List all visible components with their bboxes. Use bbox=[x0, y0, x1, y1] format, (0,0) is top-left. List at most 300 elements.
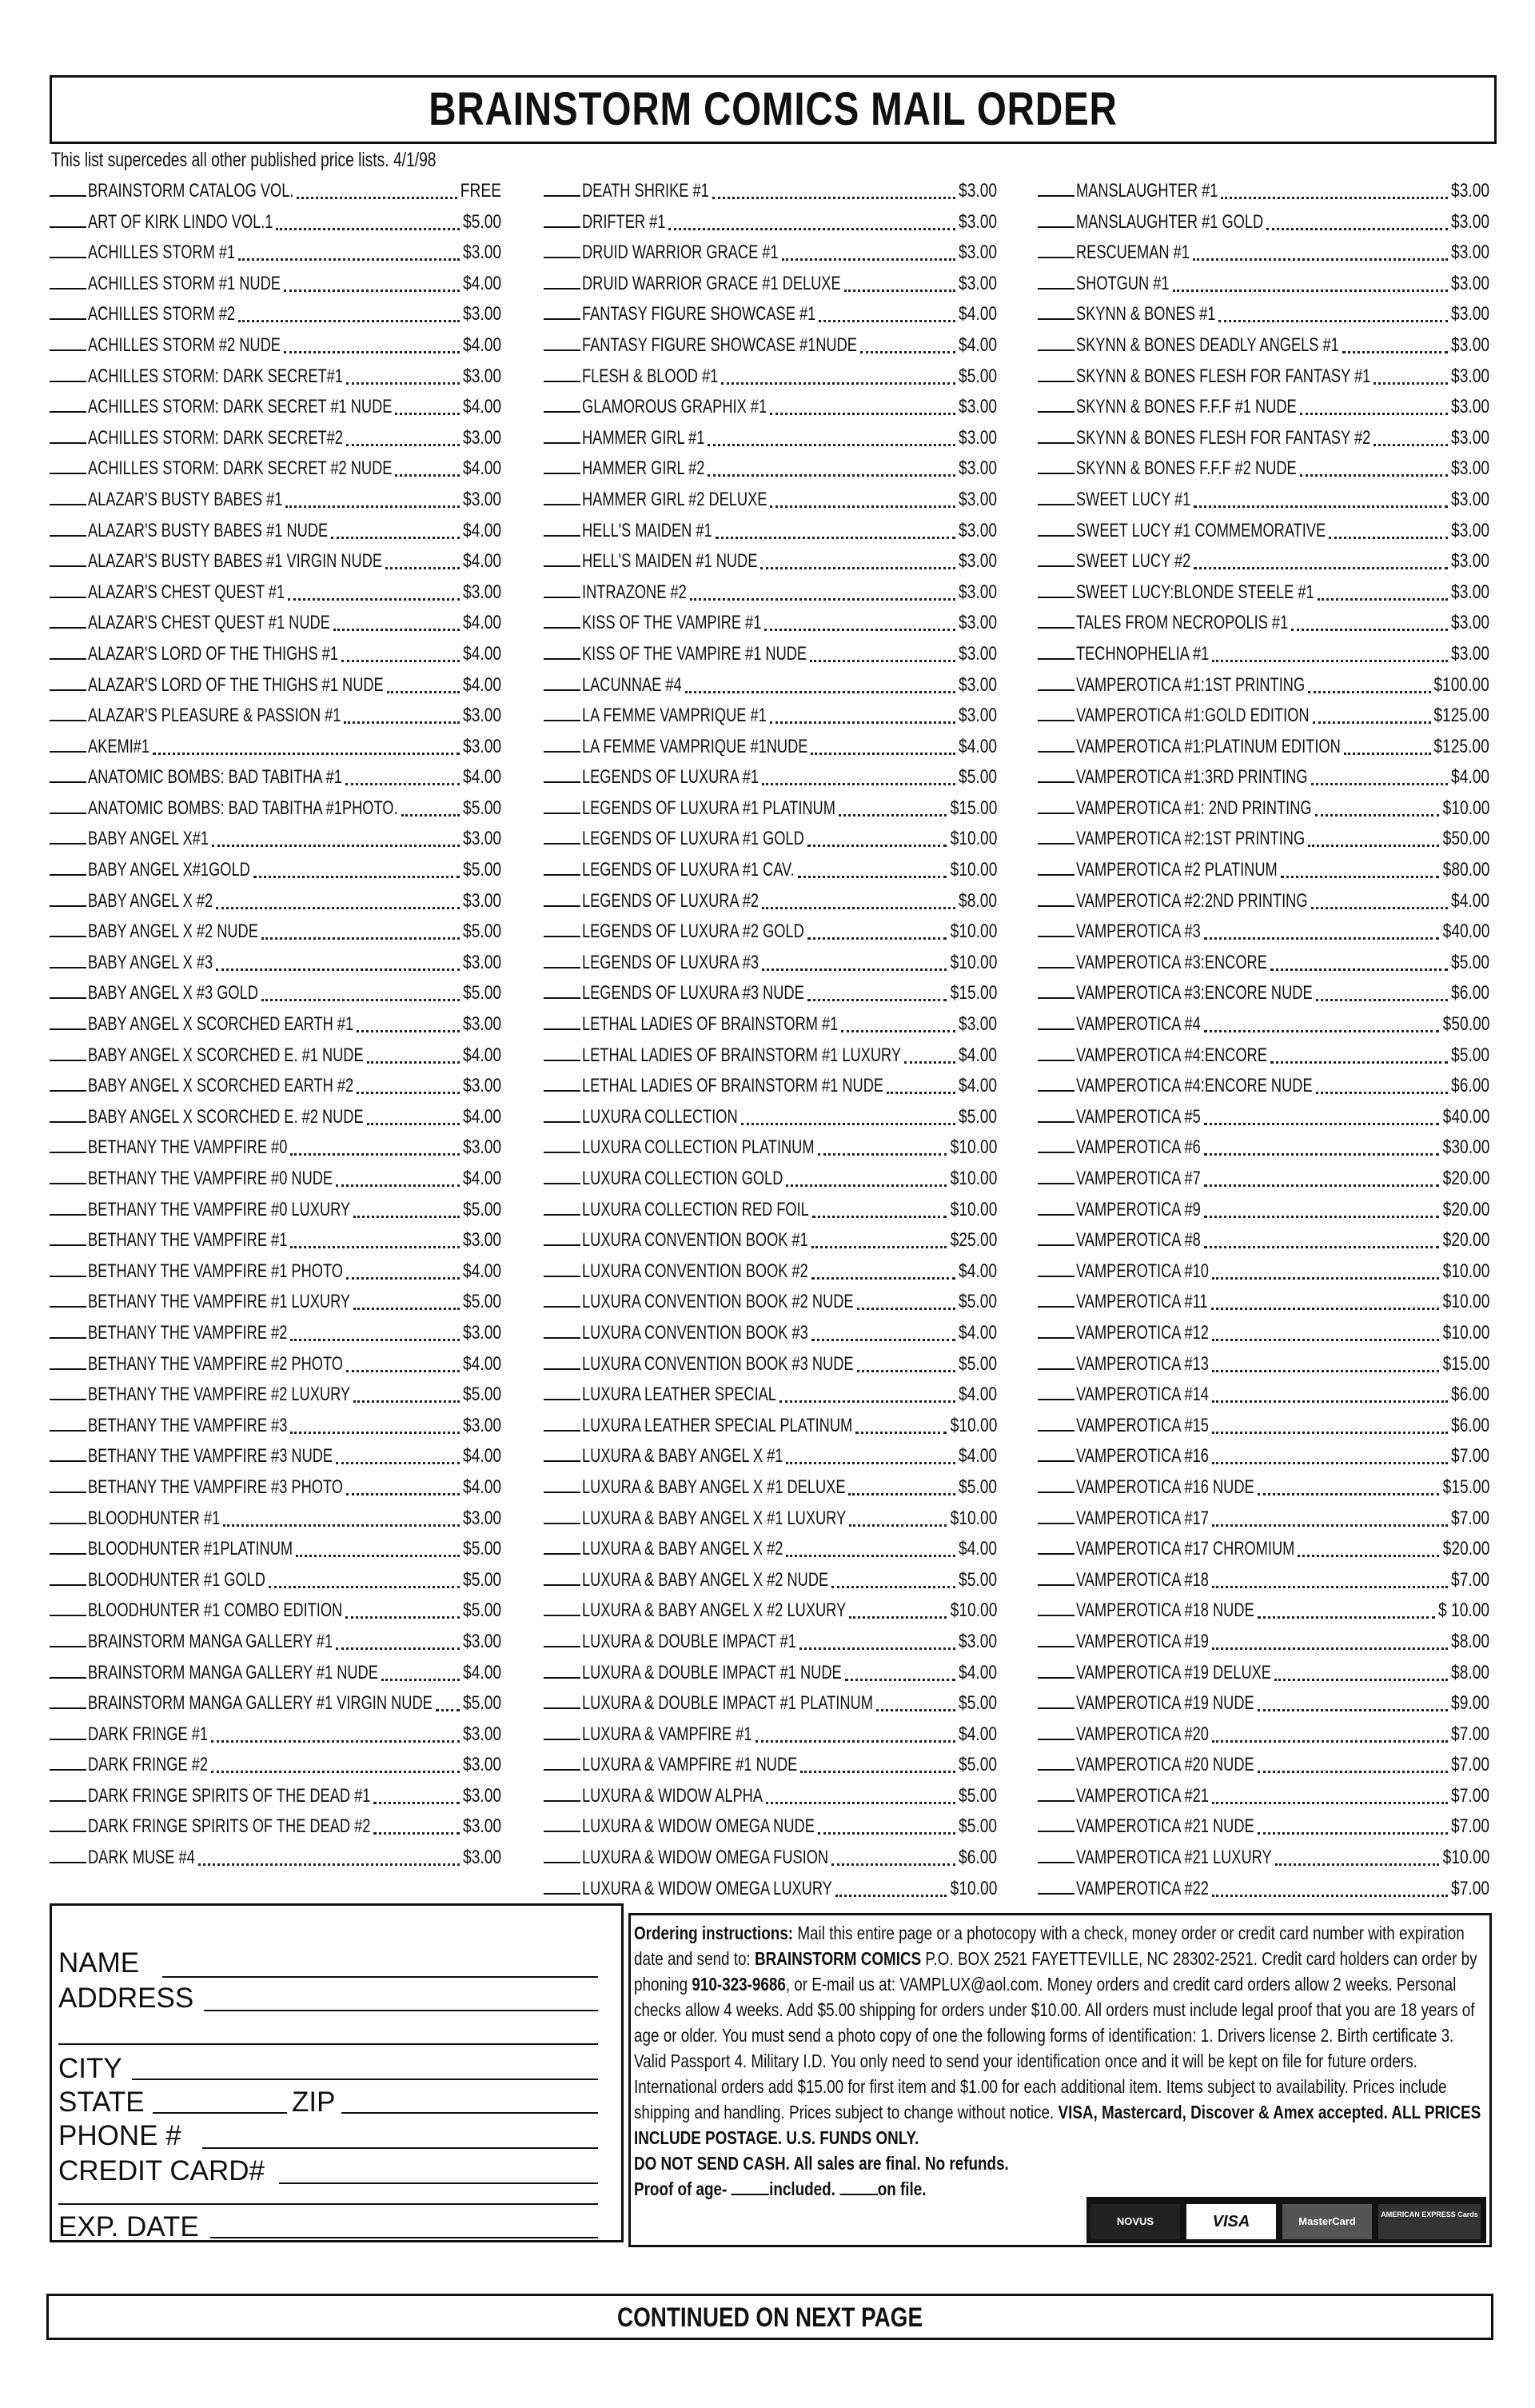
quantity-blank[interactable] bbox=[1038, 1399, 1074, 1400]
quantity-blank[interactable] bbox=[50, 226, 86, 228]
quantity-blank[interactable] bbox=[1038, 1492, 1074, 1493]
city-label: CITY bbox=[58, 2053, 122, 2084]
quantity-blank[interactable] bbox=[544, 874, 580, 876]
leader-dots bbox=[1274, 1679, 1448, 1681]
quantity-blank[interactable] bbox=[50, 1276, 86, 1277]
quantity-blank[interactable] bbox=[1038, 658, 1074, 660]
quantity-blank[interactable] bbox=[544, 689, 580, 691]
catalog-item bbox=[1038, 793, 1489, 825]
item-title: ACHILLES STORM: DARK SECRET#2 bbox=[88, 426, 343, 449]
quantity-blank[interactable] bbox=[544, 504, 580, 505]
leader-dots bbox=[857, 1308, 955, 1310]
item-title: DRUID WARRIOR GRACE #1 DELUXE bbox=[582, 272, 841, 294]
quantity-blank[interactable] bbox=[544, 843, 580, 845]
quantity-blank[interactable] bbox=[50, 658, 86, 660]
item-title: VAMPEROTICA #21 bbox=[1076, 1784, 1209, 1807]
catalog-item bbox=[544, 1132, 997, 1164]
quantity-blank[interactable] bbox=[1038, 1584, 1074, 1586]
leader-dots bbox=[1258, 1832, 1448, 1835]
item-title: VAMPEROTICA #2 PLATINUM bbox=[1076, 859, 1278, 881]
leader-dots bbox=[1270, 1061, 1448, 1064]
quantity-blank[interactable] bbox=[1038, 504, 1074, 505]
item-title: LUXURA & DOUBLE IMPACT #1 NUDE bbox=[582, 1661, 842, 1683]
quantity-blank[interactable] bbox=[1038, 535, 1074, 537]
quantity-blank[interactable] bbox=[544, 1337, 580, 1339]
quantity-blank[interactable] bbox=[50, 997, 86, 999]
quantity-blank[interactable] bbox=[50, 689, 86, 691]
leader-dots bbox=[1298, 1555, 1439, 1557]
quantity-blank[interactable] bbox=[50, 905, 86, 907]
item-title: VAMPEROTICA #21 NUDE bbox=[1076, 1815, 1254, 1838]
catalog-item bbox=[50, 299, 501, 330]
catalog-item bbox=[544, 1256, 997, 1288]
quantity-blank[interactable] bbox=[544, 1769, 580, 1771]
item-title: LACUNNAE #4 bbox=[582, 673, 682, 696]
quantity-blank[interactable] bbox=[1038, 843, 1074, 845]
quantity-blank[interactable] bbox=[50, 381, 86, 382]
catalog-item bbox=[50, 269, 501, 300]
item-price: $3.00 bbox=[1450, 272, 1489, 294]
leader-dots bbox=[887, 1092, 955, 1094]
quantity-blank[interactable] bbox=[50, 1553, 86, 1555]
leader-dots bbox=[786, 1462, 955, 1464]
quantity-blank[interactable] bbox=[544, 1553, 580, 1555]
catalog-item bbox=[50, 1781, 501, 1812]
quantity-blank[interactable] bbox=[1038, 751, 1074, 753]
quantity-blank[interactable] bbox=[1038, 997, 1074, 999]
quantity-blank[interactable] bbox=[1038, 565, 1074, 567]
item-title: BETHANY THE VAMPFIRE #0 NUDE bbox=[88, 1168, 333, 1189]
quantity-blank[interactable] bbox=[544, 1430, 580, 1432]
quantity-blank[interactable] bbox=[544, 1523, 580, 1524]
quantity-blank[interactable] bbox=[544, 226, 580, 228]
item-title: ACHILLES STORM #1 NUDE bbox=[88, 272, 281, 294]
catalog-item bbox=[50, 701, 501, 732]
quantity-blank[interactable] bbox=[50, 1183, 86, 1184]
item-title: VAMPEROTICA #12 bbox=[1076, 1321, 1209, 1344]
catalog-item bbox=[1038, 978, 1489, 1009]
catalog-item bbox=[544, 330, 997, 361]
leader-dots bbox=[770, 505, 955, 508]
quantity-blank[interactable] bbox=[50, 1337, 86, 1339]
quantity-blank[interactable] bbox=[50, 967, 86, 968]
quantity-blank[interactable] bbox=[1038, 781, 1074, 783]
quantity-blank[interactable] bbox=[50, 1584, 86, 1586]
quantity-blank[interactable] bbox=[50, 535, 86, 537]
quantity-blank[interactable] bbox=[544, 1306, 580, 1308]
quantity-blank[interactable] bbox=[544, 1831, 580, 1832]
item-price: $4.00 bbox=[958, 333, 997, 356]
quantity-blank[interactable] bbox=[544, 1800, 580, 1802]
catalog-item bbox=[544, 1349, 997, 1380]
proof-included-blank[interactable] bbox=[732, 2194, 770, 2195]
catalog-item bbox=[50, 1318, 501, 1349]
quantity-blank[interactable] bbox=[1038, 1060, 1074, 1061]
quantity-blank[interactable] bbox=[544, 1677, 580, 1679]
quantity-blank[interactable] bbox=[1038, 1152, 1074, 1153]
leader-dots bbox=[770, 413, 955, 415]
quantity-blank[interactable] bbox=[1038, 1893, 1074, 1895]
quantity-blank[interactable] bbox=[1038, 874, 1074, 876]
leader-dots bbox=[357, 1092, 460, 1094]
quantity-blank[interactable] bbox=[544, 1862, 580, 1863]
quantity-blank[interactable] bbox=[544, 1028, 580, 1030]
item-price: $4.00 bbox=[462, 519, 501, 541]
quantity-blank[interactable] bbox=[50, 1862, 86, 1863]
quantity-blank[interactable] bbox=[50, 411, 86, 413]
quantity-blank[interactable] bbox=[1038, 349, 1074, 351]
quantity-blank[interactable] bbox=[50, 1492, 86, 1493]
quantity-blank[interactable] bbox=[544, 257, 580, 258]
leader-dots bbox=[290, 1339, 460, 1341]
quantity-blank[interactable] bbox=[50, 874, 86, 876]
item-price: $7.00 bbox=[1450, 1754, 1489, 1776]
item-title: DARK MUSE #4 bbox=[88, 1847, 195, 1869]
quantity-blank[interactable] bbox=[544, 1121, 580, 1123]
item-title: LUXURA COLLECTION GOLD bbox=[582, 1168, 783, 1189]
quantity-blank[interactable] bbox=[1038, 226, 1074, 228]
quantity-blank[interactable] bbox=[1038, 1028, 1074, 1030]
quantity-blank[interactable] bbox=[544, 1152, 580, 1153]
quantity-blank[interactable] bbox=[544, 997, 580, 999]
quantity-blank[interactable] bbox=[544, 781, 580, 783]
quantity-blank[interactable] bbox=[1038, 1214, 1074, 1216]
item-price: $4.00 bbox=[462, 612, 501, 634]
leader-dots bbox=[211, 1740, 460, 1743]
quantity-blank[interactable] bbox=[1038, 1121, 1074, 1123]
leader-dots bbox=[876, 1709, 955, 1711]
item-price: $3.00 bbox=[462, 1507, 501, 1529]
quantity-blank[interactable] bbox=[544, 1492, 580, 1493]
quantity-blank[interactable] bbox=[1038, 1244, 1074, 1246]
catalog-item bbox=[544, 639, 997, 670]
quantity-blank[interactable] bbox=[544, 1368, 580, 1370]
quantity-blank[interactable] bbox=[50, 1244, 86, 1246]
quantity-blank[interactable] bbox=[1038, 1800, 1074, 1802]
item-title: LUXURA & BABY ANGEL X #1 LUXURY bbox=[582, 1507, 847, 1529]
quantity-blank[interactable] bbox=[544, 720, 580, 721]
catalog-item bbox=[544, 1472, 997, 1504]
quantity-blank[interactable] bbox=[544, 565, 580, 567]
leader-dots bbox=[1212, 1277, 1439, 1280]
leader-dots bbox=[1221, 197, 1448, 199]
item-title: SHOTGUN #1 bbox=[1076, 272, 1170, 294]
catalog-item bbox=[50, 485, 501, 516]
quantity-blank[interactable] bbox=[1038, 1183, 1074, 1184]
quantity-blank[interactable] bbox=[1038, 195, 1074, 197]
quantity-blank[interactable] bbox=[1038, 288, 1074, 290]
item-price: $3.00 bbox=[958, 210, 997, 233]
quantity-blank[interactable] bbox=[1038, 318, 1074, 320]
quantity-blank[interactable] bbox=[544, 1276, 580, 1277]
leader-dots bbox=[212, 845, 460, 847]
item-title: BETHANY THE VAMPFIRE #2 PHOTO bbox=[88, 1352, 343, 1375]
item-title: LEGENDS OF LUXURA #3 bbox=[582, 951, 759, 973]
item-title: LEGENDS OF LUXURA #1 GOLD bbox=[582, 828, 804, 850]
quantity-blank[interactable] bbox=[544, 1584, 580, 1586]
item-title: LUXURA & BABY ANGEL X #2 bbox=[582, 1538, 783, 1560]
quantity-blank[interactable] bbox=[1038, 1090, 1074, 1092]
quantity-blank[interactable] bbox=[50, 349, 86, 351]
quantity-blank[interactable] bbox=[50, 1800, 86, 1802]
quantity-blank[interactable] bbox=[544, 1090, 580, 1092]
catalog-item bbox=[544, 1009, 997, 1040]
quantity-blank[interactable] bbox=[1038, 1553, 1074, 1555]
item-title: VAMPEROTICA #9 bbox=[1076, 1198, 1201, 1220]
credit-card-field[interactable] bbox=[279, 2182, 598, 2184]
phone-field[interactable] bbox=[202, 2147, 598, 2149]
quantity-blank[interactable] bbox=[1038, 411, 1074, 413]
quantity-blank[interactable] bbox=[1038, 1276, 1074, 1277]
leader-dots bbox=[1329, 537, 1448, 539]
item-price: $125.00 bbox=[1433, 705, 1489, 727]
item-price: $3.00 bbox=[958, 642, 997, 665]
quantity-blank[interactable] bbox=[50, 1739, 86, 1740]
quantity-blank[interactable] bbox=[50, 1460, 86, 1462]
quantity-blank[interactable] bbox=[544, 1399, 580, 1400]
quantity-blank[interactable] bbox=[50, 813, 86, 814]
catalog-item bbox=[1038, 299, 1489, 330]
item-title: VAMPEROTICA #16 NUDE bbox=[1076, 1476, 1254, 1498]
quantity-blank[interactable] bbox=[1038, 1646, 1074, 1647]
item-title: VAMPEROTICA #19 bbox=[1076, 1630, 1209, 1652]
quantity-blank[interactable] bbox=[50, 627, 86, 629]
catalog-item bbox=[1038, 1071, 1489, 1102]
leader-dots bbox=[1212, 660, 1448, 662]
item-price: $40.00 bbox=[1442, 1105, 1489, 1128]
item-title: BLOODHUNTER #1PLATINUM bbox=[88, 1538, 293, 1560]
quantity-blank[interactable] bbox=[544, 349, 580, 351]
item-title: DRUID WARRIOR GRACE #1 bbox=[582, 242, 779, 264]
catalog-column-3 bbox=[1038, 176, 1489, 1904]
quantity-blank[interactable] bbox=[50, 1677, 86, 1679]
address-label: ADDRESS bbox=[58, 1983, 194, 2014]
quantity-blank[interactable] bbox=[1038, 1677, 1074, 1679]
quantity-blank[interactable] bbox=[1038, 1368, 1074, 1370]
quantity-blank[interactable] bbox=[1038, 1430, 1074, 1432]
item-price: $20.00 bbox=[1442, 1168, 1489, 1189]
quantity-blank[interactable] bbox=[544, 967, 580, 968]
item-title: ANATOMIC BOMBS: BAD TABITHA #1 bbox=[88, 766, 342, 789]
item-price: $3.00 bbox=[1450, 642, 1489, 665]
exp-date-field[interactable] bbox=[210, 2237, 598, 2238]
quantity-blank[interactable] bbox=[544, 751, 580, 753]
catalog-item bbox=[50, 238, 501, 269]
quantity-blank[interactable] bbox=[1038, 1862, 1074, 1863]
novus-card-logo: NOVUS bbox=[1090, 2203, 1181, 2240]
item-title: VAMPEROTICA #17 bbox=[1076, 1507, 1209, 1529]
catalog-item bbox=[544, 1164, 997, 1195]
quantity-blank[interactable] bbox=[50, 1523, 86, 1524]
catalog-item bbox=[544, 577, 997, 609]
proof-included-label: included. bbox=[769, 2178, 835, 2199]
quantity-blank[interactable] bbox=[1038, 1615, 1074, 1616]
catalog-item bbox=[50, 1658, 501, 1689]
item-title: MANSLAUGHTER #1 GOLD bbox=[1076, 210, 1264, 233]
quantity-blank[interactable] bbox=[1038, 1769, 1074, 1771]
address-field-line-2[interactable] bbox=[58, 2043, 598, 2045]
quantity-blank[interactable] bbox=[50, 1646, 86, 1647]
quantity-blank[interactable] bbox=[544, 1214, 580, 1216]
quantity-blank[interactable] bbox=[1038, 1739, 1074, 1740]
quantity-blank[interactable] bbox=[544, 473, 580, 474]
quantity-blank[interactable] bbox=[544, 411, 580, 413]
quantity-blank[interactable] bbox=[50, 257, 86, 258]
quantity-blank[interactable] bbox=[50, 1399, 86, 1400]
leader-dots bbox=[276, 228, 459, 230]
quantity-blank[interactable] bbox=[50, 1152, 86, 1153]
catalog-item bbox=[50, 1132, 501, 1164]
quantity-blank[interactable] bbox=[50, 442, 86, 444]
instructions-body-2: P.O. BOX 2521 FAYETTEVILLE, NC 28302-2521. Credit card holders can order by phoning bbox=[634, 1948, 1477, 1995]
quantity-blank[interactable] bbox=[1038, 627, 1074, 629]
quantity-blank[interactable] bbox=[50, 1090, 86, 1092]
quantity-blank[interactable] bbox=[1038, 689, 1074, 691]
item-title: VAMPEROTICA #1: 2ND PRINTING bbox=[1076, 797, 1312, 819]
item-price: FREE bbox=[460, 180, 501, 202]
quantity-blank[interactable] bbox=[50, 473, 86, 474]
leader-dots bbox=[1212, 1400, 1448, 1403]
quantity-blank[interactable] bbox=[544, 318, 580, 320]
leader-dots bbox=[1194, 505, 1448, 508]
quantity-blank[interactable] bbox=[544, 905, 580, 907]
quantity-blank[interactable] bbox=[50, 504, 86, 505]
quantity-blank[interactable] bbox=[544, 1615, 580, 1616]
catalog-item bbox=[544, 670, 997, 701]
quantity-blank[interactable] bbox=[544, 936, 580, 937]
quantity-blank[interactable] bbox=[50, 843, 86, 845]
quantity-blank[interactable] bbox=[1038, 1523, 1074, 1524]
item-price: $4.00 bbox=[462, 1044, 501, 1066]
quantity-blank[interactable] bbox=[1038, 936, 1074, 937]
quantity-blank[interactable] bbox=[50, 1615, 86, 1616]
quantity-blank[interactable] bbox=[50, 1430, 86, 1432]
quantity-blank[interactable] bbox=[50, 781, 86, 783]
quantity-blank[interactable] bbox=[544, 1244, 580, 1246]
quantity-blank[interactable] bbox=[544, 288, 580, 290]
item-price: $4.00 bbox=[462, 457, 501, 480]
item-title: ACHILLES STORM: DARK SECRET #1 NUDE bbox=[88, 396, 393, 418]
quantity-blank[interactable] bbox=[1038, 473, 1074, 474]
quantity-blank[interactable] bbox=[1038, 597, 1074, 598]
name-field[interactable] bbox=[162, 1976, 598, 1978]
quantity-blank[interactable] bbox=[544, 1183, 580, 1184]
catalog-item bbox=[50, 1256, 501, 1288]
quantity-blank[interactable] bbox=[50, 1306, 86, 1308]
quantity-blank[interactable] bbox=[50, 318, 86, 320]
quantity-blank[interactable] bbox=[544, 627, 580, 629]
quantity-blank[interactable] bbox=[544, 813, 580, 814]
leader-dots bbox=[756, 1740, 955, 1743]
quantity-blank[interactable] bbox=[50, 565, 86, 567]
quantity-blank[interactable] bbox=[544, 535, 580, 537]
city-field[interactable] bbox=[132, 2079, 598, 2080]
leader-dots bbox=[290, 1153, 460, 1156]
quantity-blank[interactable] bbox=[1038, 1306, 1074, 1308]
quantity-blank[interactable] bbox=[1038, 720, 1074, 721]
quantity-blank[interactable] bbox=[1038, 1831, 1074, 1832]
quantity-blank[interactable] bbox=[50, 1121, 86, 1123]
quantity-blank[interactable] bbox=[50, 751, 86, 753]
quantity-blank[interactable] bbox=[50, 1769, 86, 1771]
item-price: $3.00 bbox=[958, 426, 997, 449]
quantity-blank[interactable] bbox=[50, 1028, 86, 1030]
quantity-blank[interactable] bbox=[544, 597, 580, 598]
quantity-blank[interactable] bbox=[1038, 1707, 1074, 1709]
quantity-blank[interactable] bbox=[1038, 905, 1074, 907]
quantity-blank[interactable] bbox=[50, 195, 86, 197]
address-field[interactable] bbox=[204, 2010, 598, 2011]
quantity-blank[interactable] bbox=[50, 1060, 86, 1061]
quantity-blank[interactable] bbox=[50, 1831, 86, 1832]
quantity-blank[interactable] bbox=[1038, 381, 1074, 382]
quantity-blank[interactable] bbox=[544, 442, 580, 444]
item-title: LUXURA & VAMPFIRE #1 NUDE bbox=[582, 1754, 798, 1776]
proof-on-file-blank[interactable] bbox=[839, 2194, 878, 2195]
quantity-blank[interactable] bbox=[1038, 257, 1074, 258]
leader-dots bbox=[807, 845, 947, 847]
catalog-item bbox=[50, 361, 501, 393]
catalog-item bbox=[544, 1441, 997, 1472]
catalog-item bbox=[1038, 1781, 1489, 1812]
catalog-item bbox=[544, 423, 997, 454]
quantity-blank[interactable] bbox=[544, 1707, 580, 1709]
quantity-blank[interactable] bbox=[544, 195, 580, 197]
quantity-blank[interactable] bbox=[50, 1368, 86, 1370]
item-price: $5.00 bbox=[462, 797, 501, 819]
item-price: $4.00 bbox=[958, 303, 997, 325]
quantity-blank[interactable] bbox=[50, 1214, 86, 1216]
item-price: $3.00 bbox=[462, 828, 501, 850]
quantity-blank[interactable] bbox=[544, 381, 580, 382]
quantity-blank[interactable] bbox=[50, 288, 86, 290]
leader-dots bbox=[1212, 1647, 1448, 1650]
quantity-blank[interactable] bbox=[1038, 967, 1074, 968]
catalog-item bbox=[50, 978, 501, 1009]
quantity-blank[interactable] bbox=[50, 1707, 86, 1709]
item-price: $8.00 bbox=[958, 889, 997, 912]
quantity-blank[interactable] bbox=[50, 720, 86, 721]
item-title: SKYNN & BONES F.F.F #1 NUDE bbox=[1076, 396, 1297, 418]
quantity-blank[interactable] bbox=[50, 936, 86, 937]
catalog-item bbox=[50, 1627, 501, 1658]
leader-dots bbox=[770, 721, 955, 724]
quantity-blank[interactable] bbox=[50, 597, 86, 598]
item-price: $10.00 bbox=[950, 920, 997, 943]
state-field[interactable] bbox=[153, 2112, 287, 2114]
quantity-blank[interactable] bbox=[544, 1646, 580, 1647]
quantity-blank[interactable] bbox=[1038, 1460, 1074, 1462]
quantity-blank[interactable] bbox=[1038, 442, 1074, 444]
quantity-blank[interactable] bbox=[544, 1060, 580, 1061]
zip-field[interactable] bbox=[341, 2112, 598, 2114]
item-title: VAMPEROTICA #13 bbox=[1076, 1352, 1209, 1375]
catalog-item bbox=[50, 1102, 501, 1133]
quantity-blank[interactable] bbox=[1038, 813, 1074, 814]
quantity-blank[interactable] bbox=[544, 1739, 580, 1740]
mailing-address-name: BRAINSTORM COMICS bbox=[755, 1948, 922, 1969]
item-price: $15.00 bbox=[950, 982, 997, 1004]
quantity-blank[interactable] bbox=[544, 1893, 580, 1895]
item-price: $3.00 bbox=[462, 581, 501, 603]
item-price: $5.00 bbox=[462, 859, 501, 881]
catalog-item bbox=[544, 916, 997, 948]
item-price: $5.00 bbox=[462, 1692, 501, 1715]
quantity-blank[interactable] bbox=[1038, 1337, 1074, 1339]
quantity-blank[interactable] bbox=[544, 1460, 580, 1462]
item-title: VAMPEROTICA #19 NUDE bbox=[1076, 1692, 1254, 1715]
quantity-blank[interactable] bbox=[544, 658, 580, 660]
